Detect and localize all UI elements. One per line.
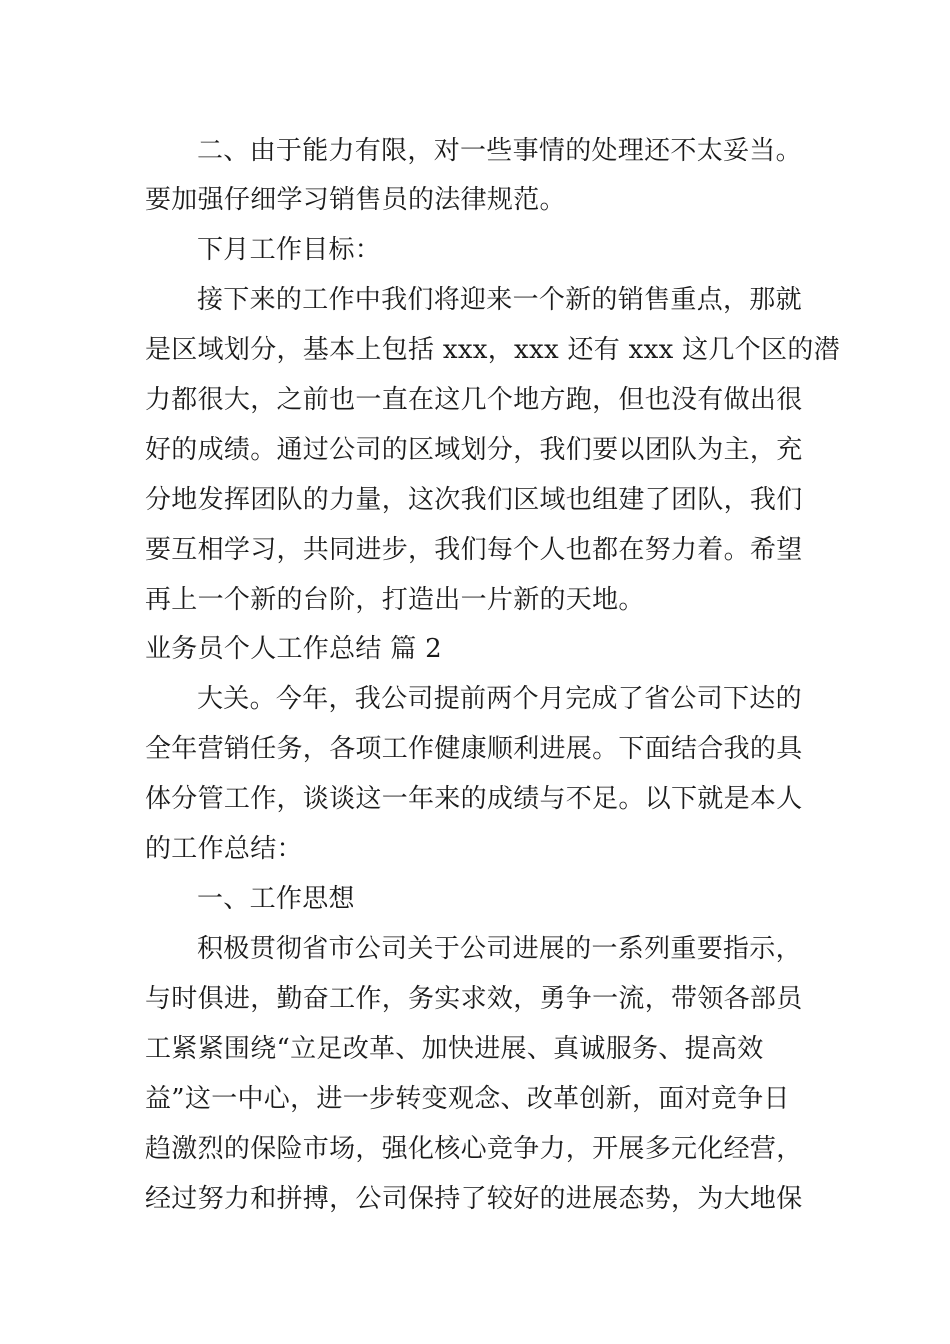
paragraph-line: 经过努力和拼搏，公司保持了较好的进展态势，为大地保	[145, 1184, 803, 1214]
subsection-heading: 一、工作思想	[197, 884, 355, 914]
paragraph-line: 大关。今年，我公司提前两个月完成了省公司下达的	[197, 684, 802, 714]
paragraph-line: 趋激烈的保险市场，强化核心竞争力，开展多元化经营，	[145, 1134, 803, 1164]
paragraph-line: 益”这一中心，进一步转变观念、改革创新，面对竞争日	[145, 1084, 790, 1114]
paragraph-line: 与时俱进，勤奋工作，务实求效，勇争一流，带领各部员	[145, 984, 803, 1014]
paragraph-line: 全年营销任务，各项工作健康顺利进展。下面结合我的具	[145, 734, 803, 764]
paragraph-line: 工紧紧围绕“立足改革、加快进展、真诚服务、提高效	[145, 1034, 764, 1064]
paragraph-line: 下月工作目标：	[197, 235, 382, 265]
paragraph-line: 好的成绩。通过公司的区域划分，我们要以团队为主，充	[145, 435, 803, 465]
paragraph-line: 是区域划分，基本上包括 xxx，xxx 还有 xxx 这几个区的潜	[145, 335, 840, 365]
paragraph-line: 要互相学习，共同进步，我们每个人也都在努力着。希望	[145, 535, 803, 565]
paragraph-line: 二、由于能力有限，对一些事情的处理还不太妥当。	[197, 136, 802, 166]
paragraph-line: 体分管工作，谈谈这一年来的成绩与不足。以下就是本人	[145, 784, 803, 814]
paragraph-line: 要加强仔细学习销售员的法律规范。	[145, 185, 566, 215]
paragraph-line: 力都很大，之前也一直在这几个地方跑，但也没有做出很	[145, 385, 803, 415]
paragraph-line: 接下来的工作中我们将迎来一个新的销售重点，那就	[197, 285, 802, 315]
paragraph-line: 分地发挥团队的力量，这次我们区域也组建了团队，我们	[145, 485, 803, 515]
paragraph-line: 积极贯彻省市公司关于公司进展的一系列重要指示，	[197, 934, 802, 964]
paragraph-line: 再上一个新的台阶，打造出一片新的天地。	[145, 585, 645, 615]
paragraph-line: 的工作总结：	[145, 834, 303, 864]
section-heading: 业务员个人工作总结 篇 2	[145, 634, 442, 664]
